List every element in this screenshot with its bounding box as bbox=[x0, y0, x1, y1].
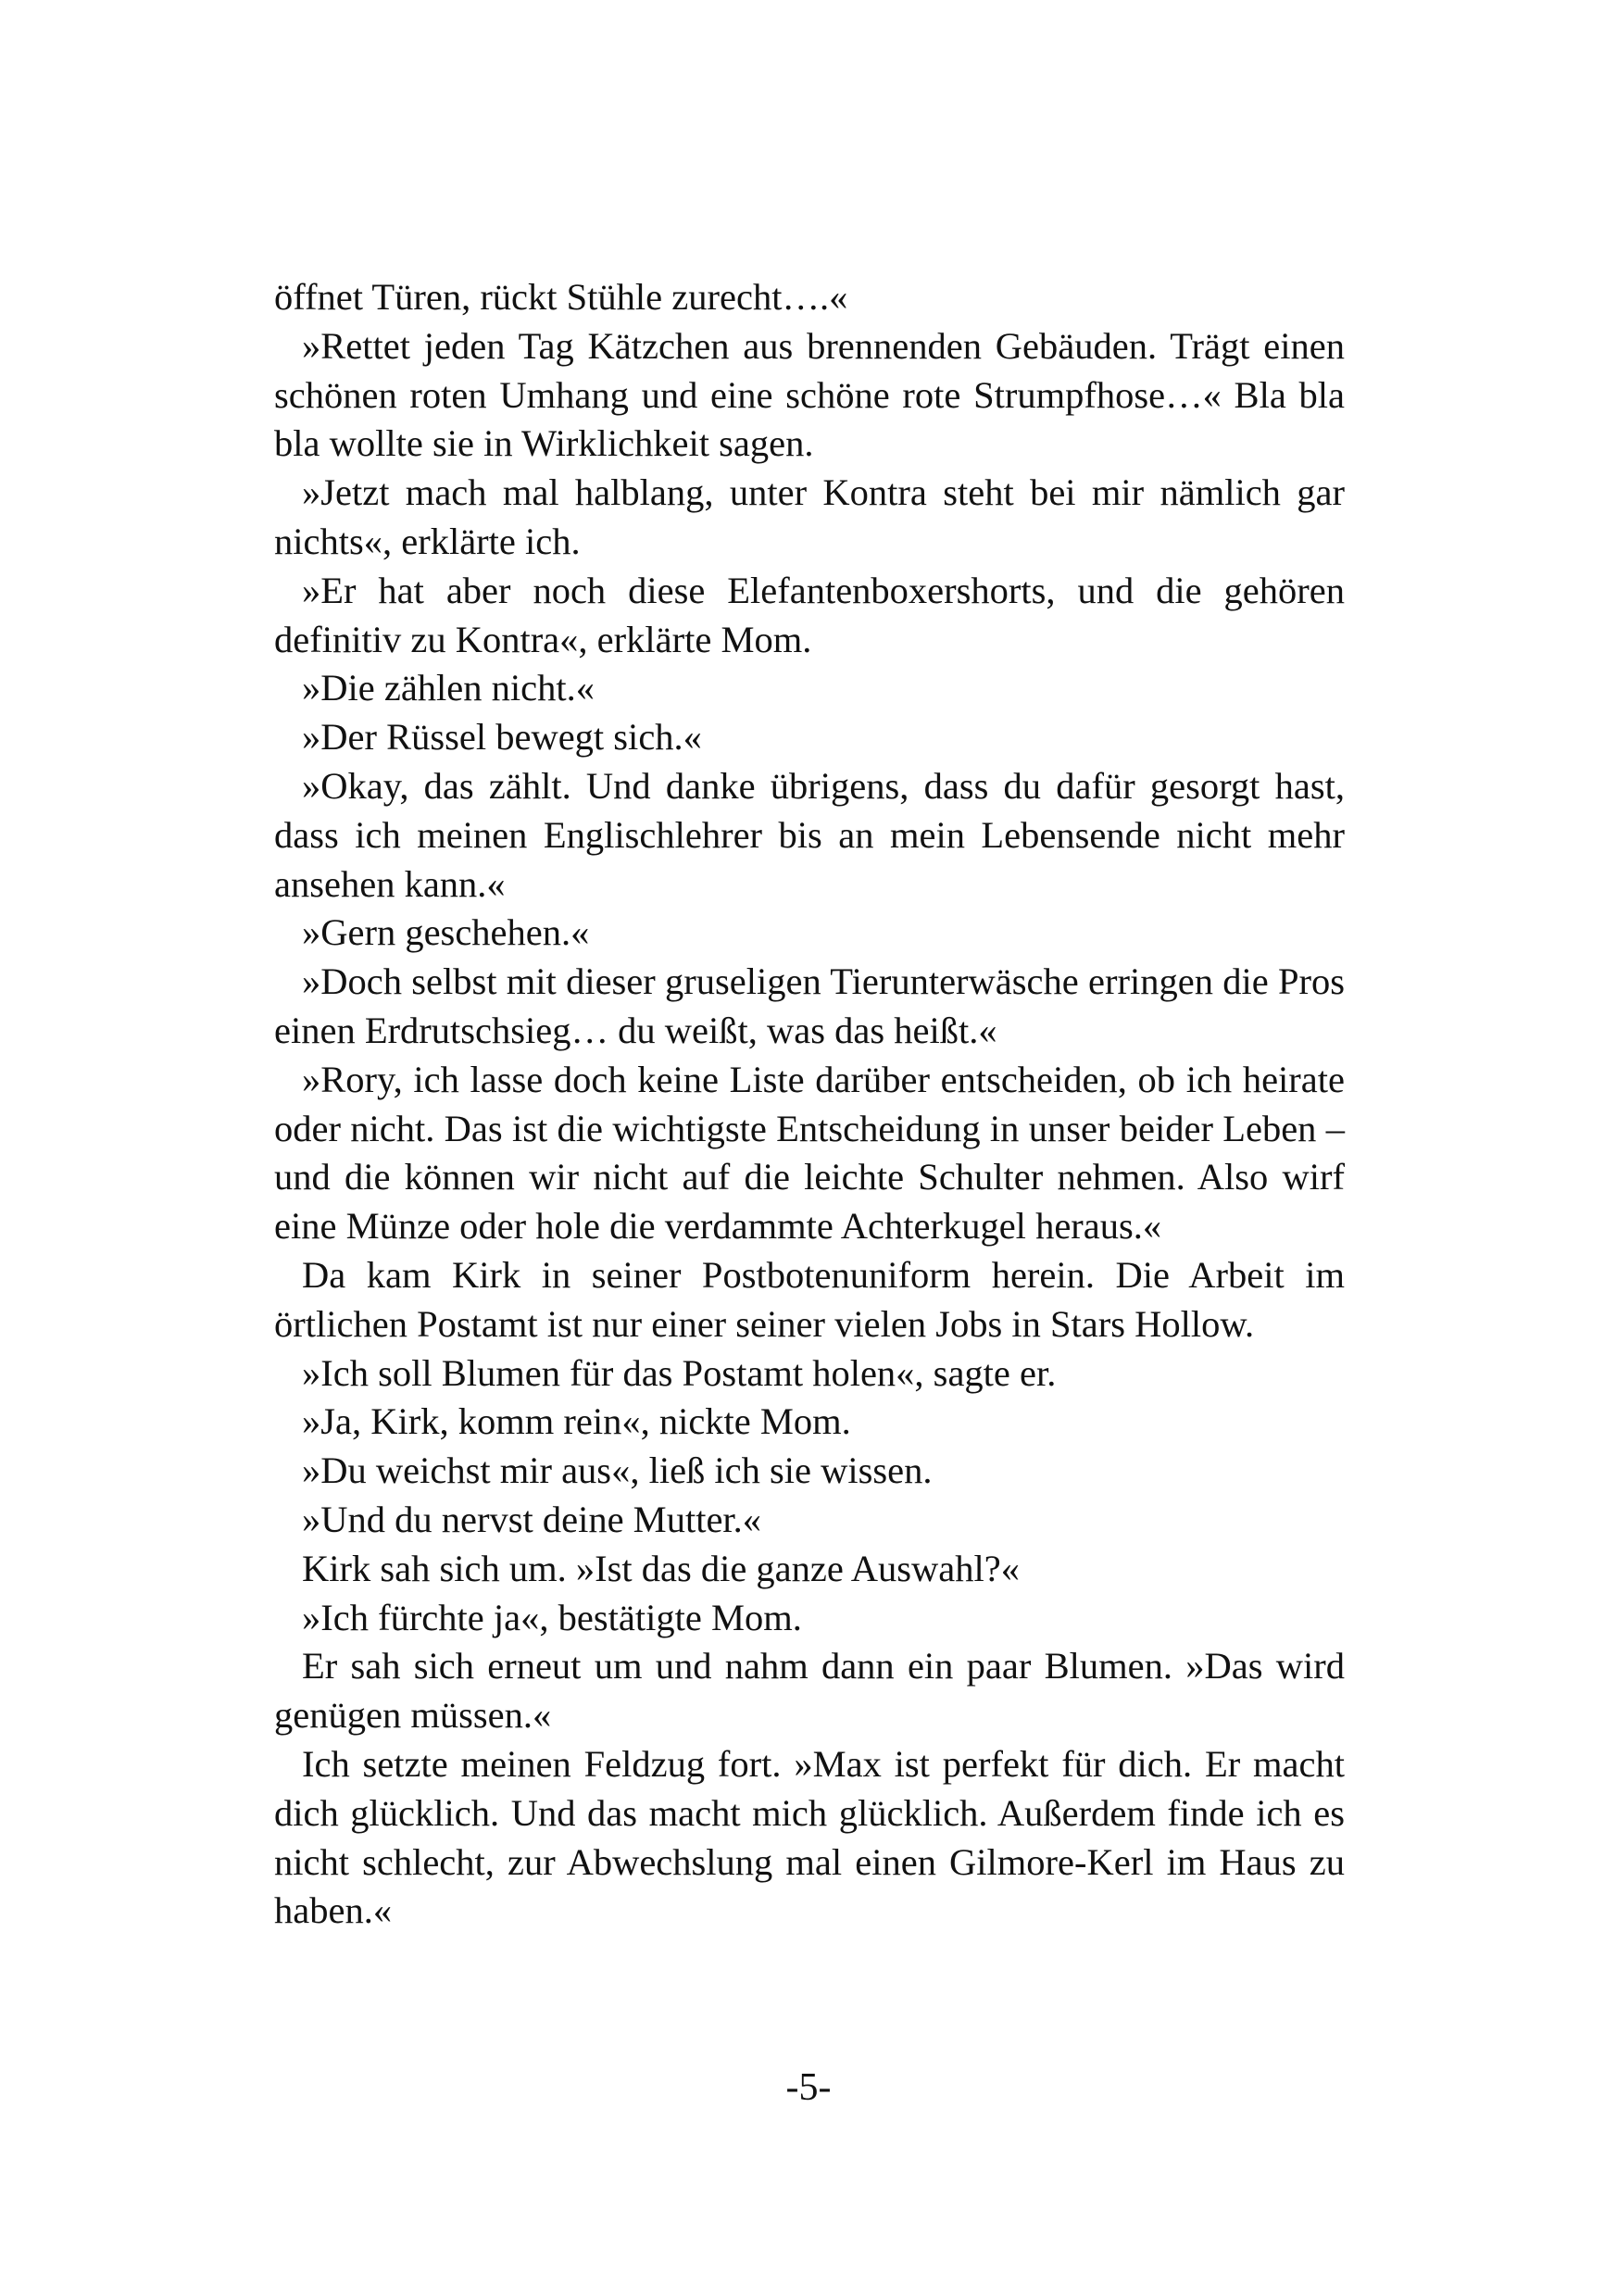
paragraph: »Rettet jeden Tag Kätzchen aus brennenden Gebäuden. Trägt einen schönen roten Umhang und eine schöne rote Strumpfhose…« Bla bla bla wollte sie in Wirklichkeit sagen. bbox=[274, 324, 1345, 465]
paragraph: »Du weichst mir aus«, ließ ich sie wissen. bbox=[302, 1449, 933, 1492]
paragraph: »Der Rüssel bewegt sich.« bbox=[302, 716, 702, 759]
page-number: -5- bbox=[785, 2066, 832, 2109]
paragraph: »Ja, Kirk, komm rein«, nickte Mom. bbox=[302, 1400, 851, 1443]
paragraph: Ich setzte meinen Feldzug fort. »Max ist perfekt für dich. Er macht dich glücklich. Und das macht mich glücklich. Außerdem finde ich es nicht schlecht, zur Abwechslung mal einen Gilmore-Kerl im Haus zu haben.« bbox=[274, 1742, 1345, 1932]
paragraph: »Rory, ich lasse doch keine Liste darüber entscheiden, ob ich heirate oder nicht. Das ist die wichtigste Entscheidung in unser beider Leben – und die können wir nicht auf die leichte Schulter nehmen. Also wirf eine Münze oder hole die verdammte Achterkugel heraus.« bbox=[274, 1058, 1345, 1248]
paragraph: »Gern geschehen.« bbox=[302, 911, 590, 954]
paragraph: »Und du nervst deine Mutter.« bbox=[302, 1498, 762, 1540]
paragraph: »Ich soll Blumen für das Postamt holen«, sagte er. bbox=[302, 1351, 1057, 1394]
paragraph: »Die zählen nicht.« bbox=[302, 667, 595, 709]
body-text bbox=[274, 273, 1345, 1936]
paragraph: »Okay, das zählt. Und danke übrigens, dass du dafür gesorgt hast, dass ich meinen Englischlehrer bis an mein Lebensende nicht mehr ansehen kann.« bbox=[274, 764, 1345, 905]
paragraph: »Doch selbst mit dieser gruseligen Tierunterwäsche erringen die Pros einen Erdrutschsieg… du weißt, was das heißt.« bbox=[274, 960, 1345, 1051]
paragraph: »Ich fürchte ja«, bestätigte Mom. bbox=[302, 1596, 802, 1638]
paragraph: Kirk sah sich um. »Ist das die ganze Auswahl?« bbox=[302, 1547, 1020, 1589]
paragraph: Da kam Kirk in seiner Postbotenuniform herein. Die Arbeit im örtlichen Postamt ist nur einer seiner vielen Jobs in Stars Hollow. bbox=[274, 1253, 1345, 1345]
paragraph: öffnet Türen, rückt Stühle zurecht….« bbox=[274, 276, 848, 318]
paragraph: »Er hat aber noch diese Elefantenboxershorts, und die gehören definitiv zu Kontra«, erklärte Mom. bbox=[274, 569, 1345, 660]
paragraph: Er sah sich erneut um und nahm dann ein paar Blumen. »Das wird genügen müssen.« bbox=[274, 1645, 1345, 1737]
paragraph: »Jetzt mach mal halblang, unter Kontra steht bei mir nämlich gar nichts«, erklärte ich. bbox=[274, 471, 1345, 562]
